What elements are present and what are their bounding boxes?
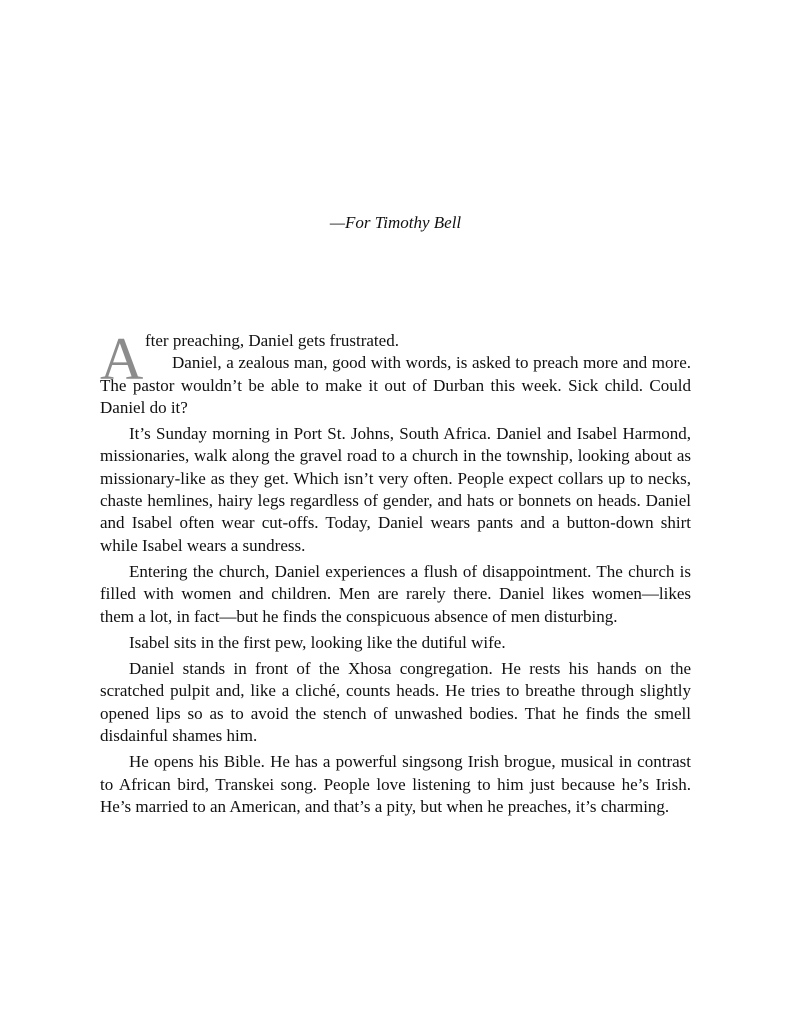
paragraph: Daniel stands in front of the Xhosa congregation. He rests his hands on the scratched pulpit and, like a cliché, counts heads. He tries to breathe through slightly opened lips so as to avoid the stench of unwashed bodies. That he finds the smell disdainful shames him.: [100, 659, 691, 746]
paragraph: Isabel sits in the first pew, looking like the dutiful wife.: [129, 632, 506, 652]
opening-paragraph: Daniel, a zealous man, good with words, is asked to preach more and more. The pastor wouldn’t be able to make it out of Durban this week. Sick child. Could Daniel do it?: [100, 353, 691, 417]
drop-cap: A: [100, 326, 144, 392]
opening-block: [100, 326, 691, 419]
dedication: —For Timothy Bell: [329, 213, 462, 232]
paragraph: Entering the church, Daniel experiences a flush of disappointment. The church is filled with women and children. Men are rarely there. Daniel likes women—likes them a lot, in fact—but he finds the conspicuous absence of men disturbing.: [100, 561, 691, 626]
opening-line: fter preaching, Daniel gets frustrated.: [145, 331, 399, 350]
story-text: [100, 326, 691, 818]
paragraph: It’s Sunday morning in Port St. Johns, South Africa. Daniel and Isabel Harmond, missionaries, walk along the gravel road to a church in the township, looking about as missionary-like as they get. Which isn’t very often. People expect collars up to necks, chaste hemlines, hairy legs regardless of gender, and hats or bonnets on heads. Daniel and Isabel often wear cut-offs. Today, Daniel wears pants and a button-down shirt while Isabel wears a sundress.: [100, 424, 691, 555]
paragraph: He opens his Bible. He has a powerful singsong Irish brogue, musical in contrast to African bird, Transkei song. People love listening to him just because he’s Irish. He’s married to an American, and that’s a pity, but when he preaches, it’s charming.: [100, 752, 691, 816]
